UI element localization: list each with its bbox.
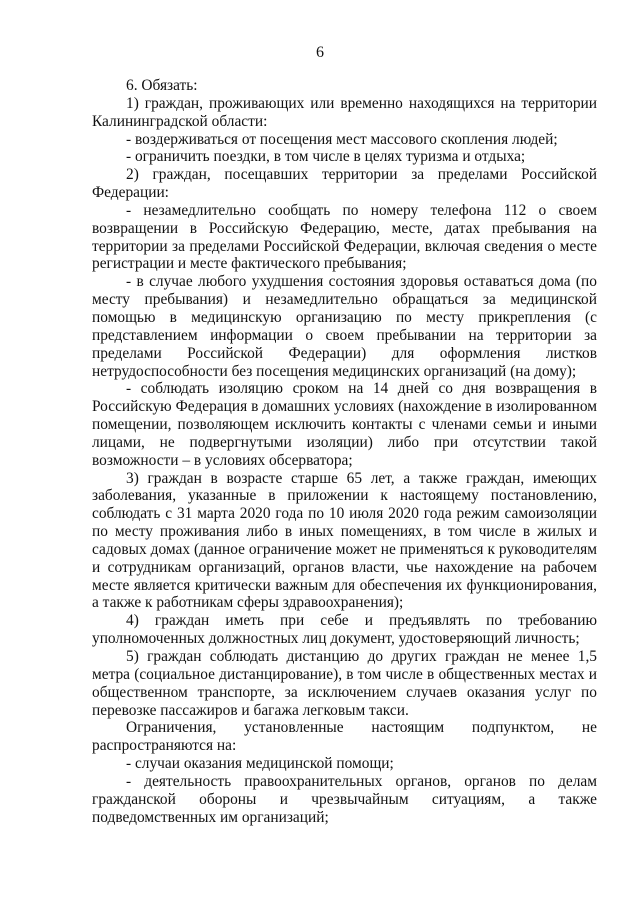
- paragraph: Ограничения, установленные настоящим подпунктом, не распространяются на:: [92, 719, 597, 755]
- paragraph: 4) граждан иметь при себе и предъявлять по требованию уполномоченных должностных лиц документ, удостоверяющий личность;: [92, 612, 597, 648]
- paragraph: 3) граждан в возрасте старше 65 лет, а также граждан, имеющих заболевания, указанные в приложении к настоящему постановлению, соблюдать с 31 марта 2020 года по 10 июля 2020 года режим самоизоляции по месту проживания либо в иных помещениях, в том числе в жилых и садовых домах (данное ограничение может не применяться к руководителям и сотрудникам организаций, органов власти, чье нахождение на рабочем месте является критически важным для обеспечения их функционирования, а также к работникам сферы здравоохранения);: [92, 469, 597, 612]
- paragraph: 1) граждан, проживающих или временно находящихся на территории Калининградской области:: [92, 94, 597, 130]
- paragraph: - в случае любого ухудшения состояния здоровья оставаться дома (по месту пребывания) и незамедлительно обращаться за медицинской помощью в медицинскую организацию по месту прикрепления (с представлением информации о своем пребывании на территории за пределами Российской Федерации) для оформления листков нетрудоспособности без посещения медицинских организаций (на дому);: [92, 273, 597, 380]
- paragraph: 5) граждан соблюдать дистанцию до других граждан не менее 1,5 метра (социальное дистанцирование), в том числе в общественных местах и общественном транспорте, за исключением случаев оказания услуг по перевозке пассажиров и багажа легковым такси.: [92, 648, 597, 719]
- paragraph: 2) граждан, посещавших территории за пределами Российской Федерации:: [92, 166, 597, 202]
- paragraph: - соблюдать изоляцию сроком на 14 дней со дня возвращения в Российскую Федерация в домашних условиях (нахождение в изолированном помещении, позволяющем исключить контакты с членами семьи и иными лицами, не подвергнутыми изоляции) либо при отсутствии такой возможности – в условиях обсерватора;: [92, 380, 597, 469]
- page-number: 6: [316, 44, 324, 61]
- paragraph: - незамедлительно сообщать по номеру телефона 112 о своем возвращении в Российскую Федерацию, месте, датах пребывания на территории за пределами Российской Федерации, включая сведения о месте регистрации и месте фактического пребывания;: [92, 201, 597, 273]
- paragraph: - случаи оказания медицинской помощи;: [126, 755, 394, 773]
- paragraph: - воздерживаться от посещения мест массового скопления людей;: [126, 130, 558, 148]
- paragraph: - ограничить поездки, в том числе в целях туризма и отдыха;: [126, 148, 526, 166]
- paragraph: - деятельность правоохранительных органов, органов по делам гражданской обороны и чрезвычайным ситуациям, а также подведомственных им организаций;: [92, 772, 597, 826]
- paragraph: 6. Обязать:: [126, 77, 198, 94]
- document-body: [92, 77, 597, 826]
